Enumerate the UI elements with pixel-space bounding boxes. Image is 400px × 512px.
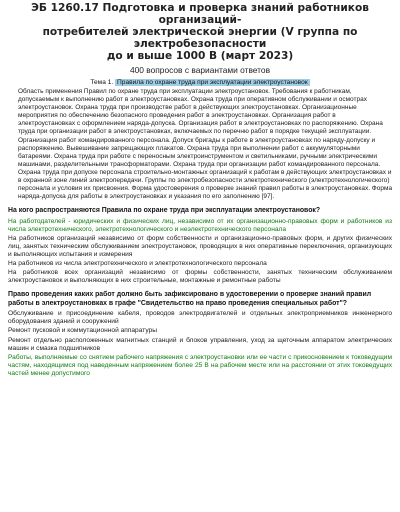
title-line: ЭБ 1260.17 Подготовка и проверка знаний работников организаций- [31,2,369,26]
question-text: Право проведения каких работ должно быть зафиксировано в удостоверении о проверке знаний правил работы в электроустановках в графе "Свидетельство на право проведения специальных работ"? [8,291,372,307]
answer-option: Обслуживание и присоединение кабеля, проводов электродвигателей и отдельных электроприемников инженерного оборудования зданий и сооружений [8,310,392,326]
topic-prefix: Тема 1. [90,79,114,86]
title-line: до и выше 1000 В (март 2023) [106,50,294,62]
question-text: На кого распространяются Правила по охране труда при эксплуатации электроустановок? [8,207,321,215]
answer-option: Ремонт пусковой и коммутационной аппаратуры [8,327,157,335]
answer-option: Ремонт отдельно расположенных магнитных станций и блоков управления, уход за щеточным аппаратом электрических машин и смазка подшипников [8,336,392,352]
question-block [0,291,400,378]
document-subtitle: 400 вопросов с вариантами ответов [129,65,271,75]
answer-option: На работников организаций независимо от форм собственности и организационно-правовых форм, и других физических лиц, занятых техническим обслуживанием электроустановок, проводящих в них оперативные переключения, организующих и выполняющих испытания и измерения [8,234,392,259]
answer-option: На работников из числа электротехнического и электротехнологического персонала [8,260,267,268]
title-line: потребителей электрической энергии (V группа по электробезопасности [42,26,358,50]
answer-option: На работников всех организаций независимо от формы собственности, занятых техническим обслуживанием электроустановок и выполняющих в них строительные, монтажные и ремонтные работы [8,269,392,285]
topic-heading [0,79,400,87]
answer-option-correct: На работодателей - юридических и физических лиц, независимо от их организационно-правовых форм и работников из числа электротехнического, электротехнологического и неэлектротехнического персонала [8,217,392,233]
answer-option-correct: Работы, выполняемые со снятием рабочего напряжения с электроустановки или ее части с прикосновением к токоведущим частям, находящимся под наведенным напряжением более 25 В на рабочем месте или на расстоянии от этих токоведущих частей менее допустимого [8,353,392,377]
question-block [0,207,400,285]
topic-title: Правила по охране труда при эксплуатации электроустановок [117,79,308,86]
document-title [0,0,400,62]
topic-description: Область применения Правил по охране труда при эксплуатации электроустановок. Требования к работникам, допускаемым к выполнению работ в электроустановках. Охрана труда при оперативном обслуживании и осмотрах электроустановок. Охрана труда при производстве работ в действующих электроустановках. Организационные мероприятия по обеспечению безопасного проведения работ в электроустановках. Организация работ в электроустановках с оформлением наряда-допуска. Организация работ в электроустановках по распоряжению. Охрана труда при организации работ в электроустановках, включаемых по перечню работ в порядке текущей эксплуатации. Организация работ командированного персонала. Допуск бригады к работе в электроустановках по наряду-допуску и распоряжению. Вывешивание запрещающих плакатов. Охрана труда при выполнении работ с аккумуляторными батареями. Охрана труда при работе с переносным электроинструментом и светильниками, ручными электрическими машинами, разделительными трансформаторами. Охрана труда при организации работ командированного персонала. Охрана труда при допуске персонала строительно-монтажных организаций к работам в действующих электроустановках и в охранной зоне линий электропередачи. Группы по электробезопасности электротехнического (электротехнологического) персонала и условия их присвоения. Форма удостоверения о проверке знаний правил работы в электроустановках. Форма наряда-допуска для работы в электроустановках и указания по его заполнению [97]. [18,88,393,201]
